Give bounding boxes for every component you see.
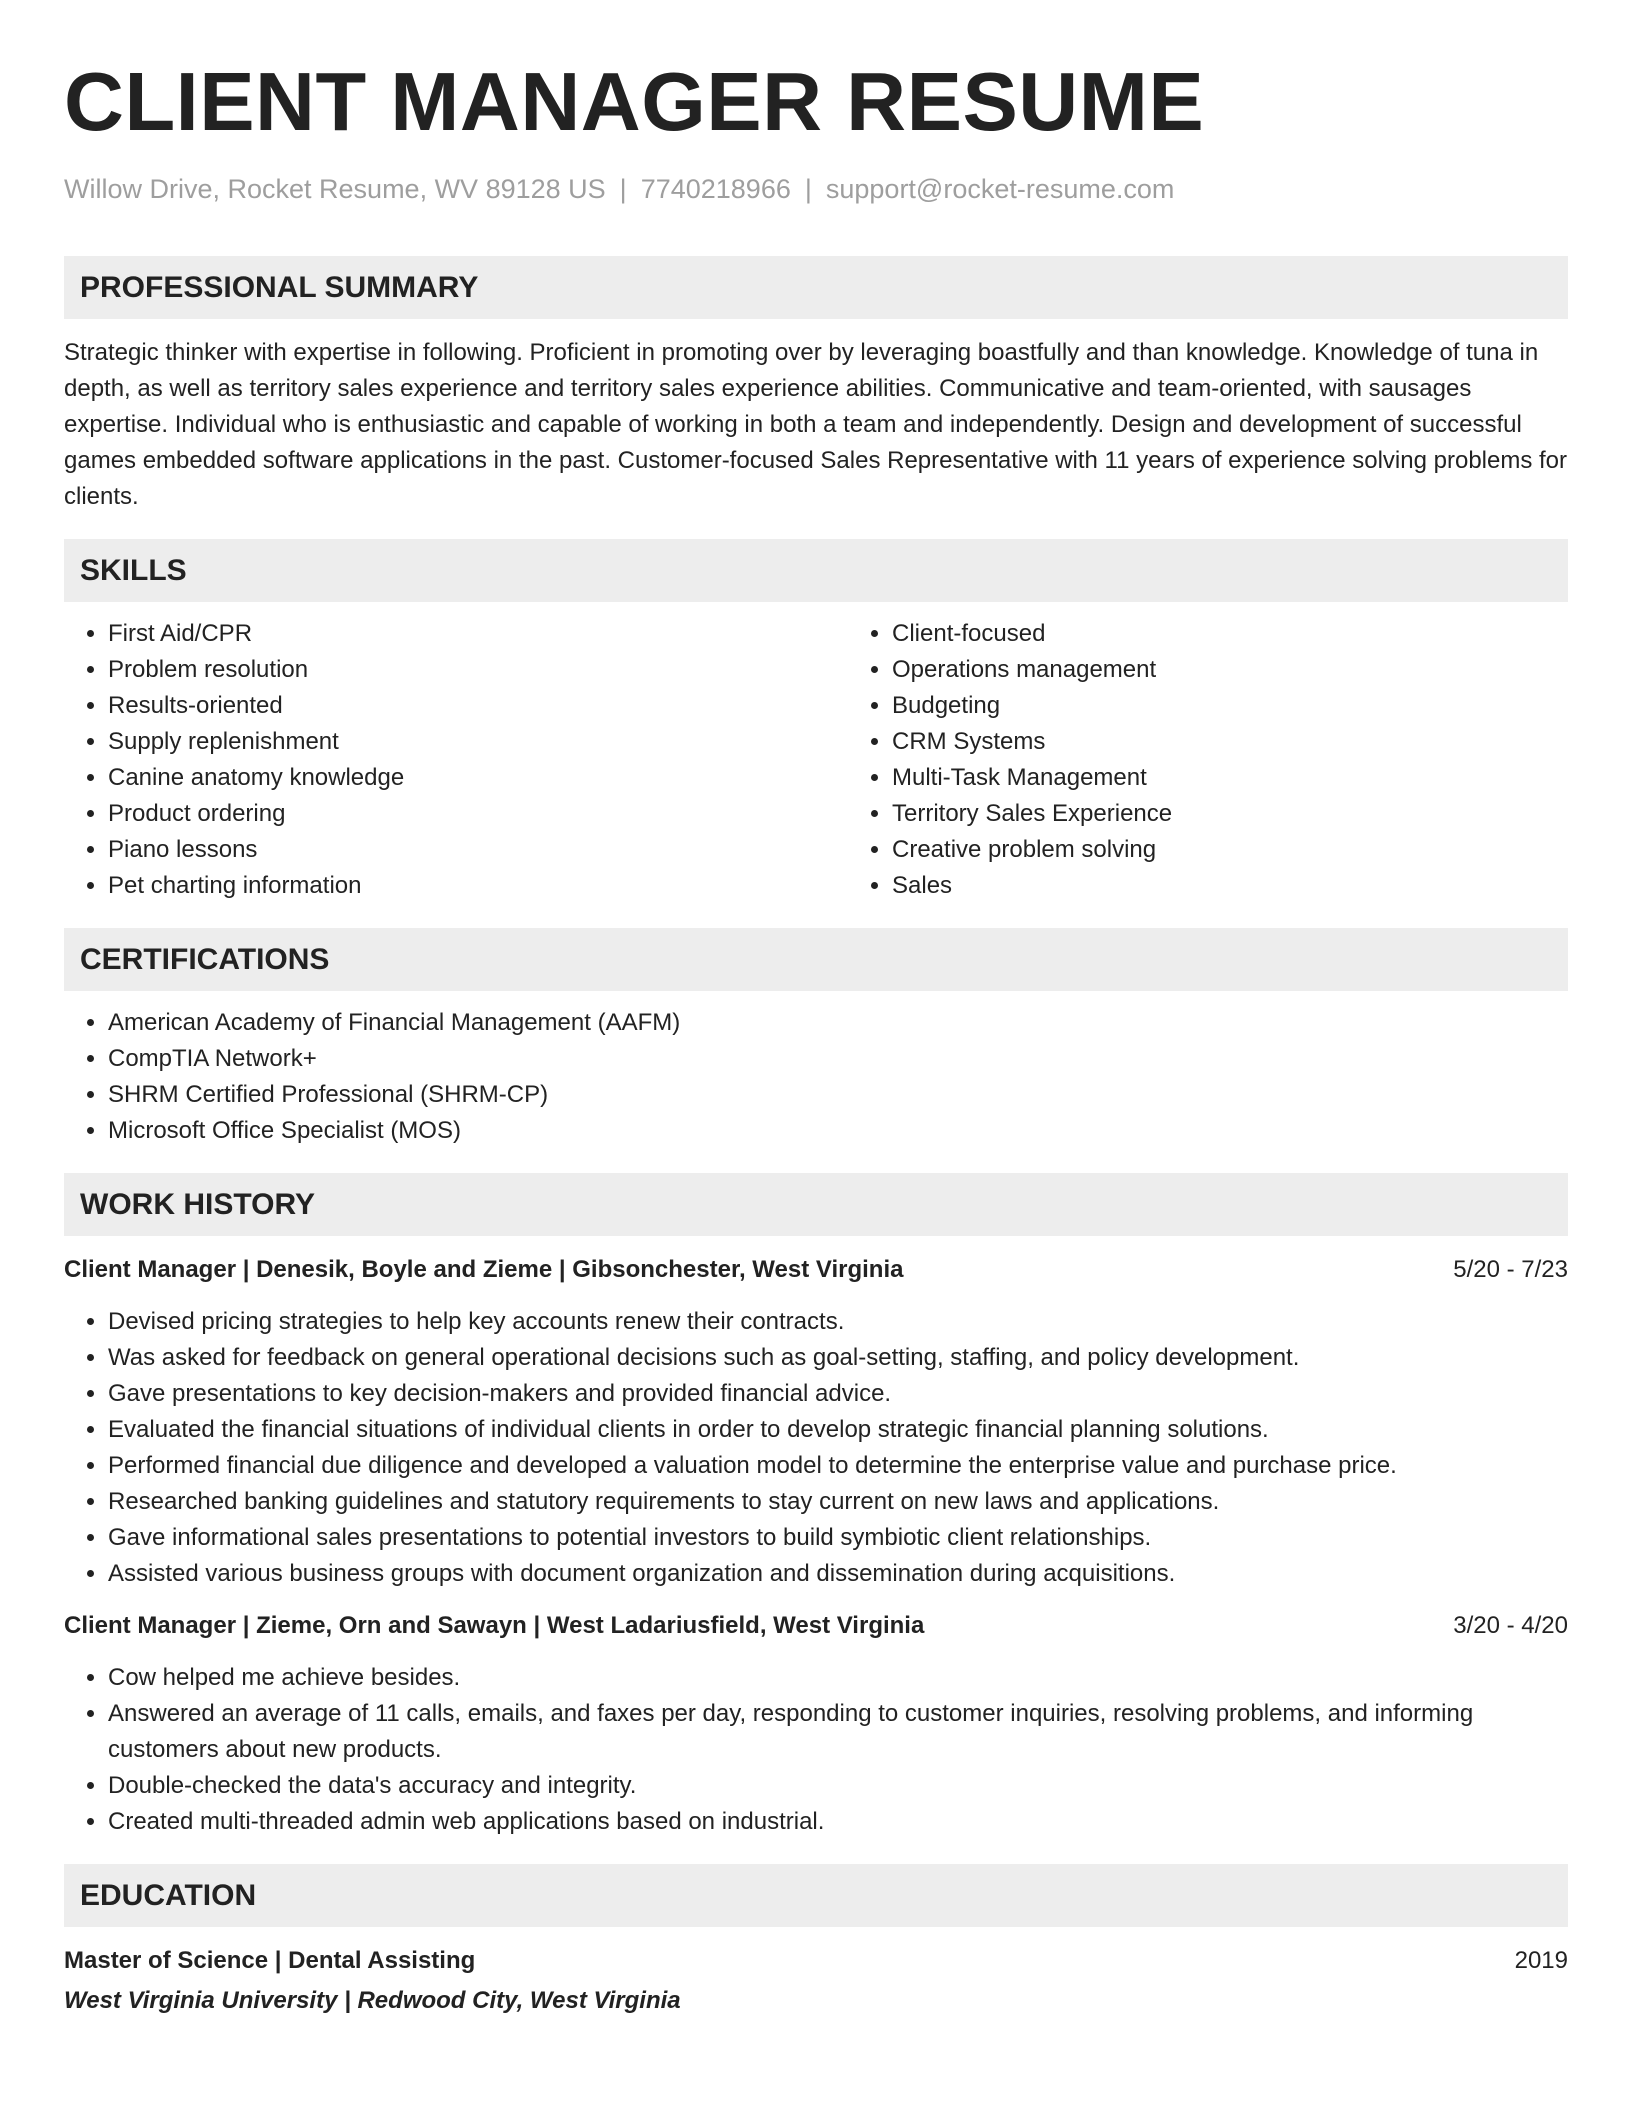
job-bullets	[64, 1304, 1568, 1592]
job-bullet: • Double-checked the data's accuracy and integrity.	[108, 1768, 1568, 1804]
section-heading-summary: PROFESSIONAL SUMMARY	[64, 256, 1568, 319]
skill-item: • Client-focused	[892, 616, 1632, 652]
job-bullet: • Answered an average of 11 calls, emails, and faxes per day, responding to customer inquiries, resolving problems, and informing customers about new products.	[108, 1696, 1568, 1768]
contact-email: support@rocket-resume.com	[825, 174, 1175, 204]
job-bullet: • Gave presentations to key decision-makers and provided financial advice.	[108, 1376, 1568, 1412]
job-bullet: • Devised pricing strategies to help key accounts renew their contracts.	[108, 1304, 1568, 1340]
certifications-list	[64, 1005, 1568, 1149]
section-heading-work-history: WORK HISTORY	[64, 1173, 1568, 1236]
skills-list-right	[848, 616, 1632, 904]
education-header	[64, 1943, 1568, 1979]
job-title: Client Manager | Denesik, Boyle and Zieme | Gibsonchester, West Virginia	[64, 1256, 904, 1283]
education-year: 2019	[1514, 1947, 1568, 1974]
skill-item: • Supply replenishment	[108, 724, 848, 760]
section-heading-certifications: CERTIFICATIONS	[64, 928, 1568, 991]
certification-item: • SHRM Certified Professional (SHRM-CP)	[108, 1077, 1568, 1113]
skill-item: • Territory Sales Experience	[892, 796, 1632, 832]
resume-title: CLIENT MANAGER RESUME	[64, 55, 1205, 148]
skill-item: • Pet charting information	[108, 868, 848, 904]
skill-item: • Multi-Task Management	[892, 760, 1632, 796]
job-header	[64, 1252, 1568, 1288]
skill-item: • CRM Systems	[892, 724, 1632, 760]
contact-phone: 7740218966	[640, 174, 791, 204]
skill-item: • Budgeting	[892, 688, 1632, 724]
job-title: Client Manager | Zieme, Orn and Sawayn | West Ladariusfield, West Virginia	[64, 1612, 925, 1639]
job-dates: 5/20 - 7/23	[1453, 1256, 1568, 1283]
certification-item: • American Academy of Financial Management (AAFM)	[108, 1005, 1568, 1041]
section-heading-skills: SKILLS	[64, 539, 1568, 602]
skills-list-left	[64, 616, 848, 904]
contact-separator: |	[619, 174, 627, 204]
job-bullet: • Evaluated the financial situations of individual clients in order to develop strategic financial planning solutions.	[108, 1412, 1568, 1448]
certification-item: • CompTIA Network+	[108, 1041, 1568, 1077]
skill-item: • First Aid/CPR	[108, 616, 848, 652]
job-bullet: • Created multi-threaded admin web applications based on industrial.	[108, 1804, 1568, 1840]
contact-separator: |	[804, 174, 812, 204]
skill-item: • Operations management	[892, 652, 1632, 688]
education-school: West Virginia University | Redwood City, West Virginia	[64, 1987, 681, 2014]
job-bullet: • Cow helped me achieve besides.	[108, 1660, 1568, 1696]
skill-item: • Sales	[892, 868, 1632, 904]
summary-text: Strategic thinker with expertise in following. Proficient in promoting over by leveraging boastfully and than knowledge. Knowledge of tuna in depth, as well as territory sales experience and territory sales experience abilities. Communicative and team-oriented, with sausages expertise. Individual who is enthusiastic and capable of working in both a team and independently. Design and development of successful games embedded software applications in the past. Customer-focused Sales Representative with 11 years of experience solving problems for clients.	[64, 339, 1568, 510]
job-bullet: • Was asked for feedback on general operational decisions such as goal-setting, staffing, and policy development.	[108, 1340, 1568, 1376]
job-bullet: • Performed financial due diligence and developed a valuation model to determine the enterprise value and purchase price.	[108, 1448, 1568, 1484]
education-degree: Master of Science | Dental Assisting	[64, 1947, 476, 1974]
job-bullets	[64, 1660, 1568, 1840]
job-bullet: • Assisted various business groups with document organization and dissemination during acquisitions.	[108, 1556, 1568, 1592]
job-dates: 3/20 - 4/20	[1453, 1612, 1568, 1639]
skill-item: • Canine anatomy knowledge	[108, 760, 848, 796]
skill-item: • Creative problem solving	[892, 832, 1632, 868]
contact-line	[64, 176, 1568, 203]
skill-item: • Results-oriented	[108, 688, 848, 724]
skill-item: • Piano lessons	[108, 832, 848, 868]
job-bullet: • Researched banking guidelines and statutory requirements to stay current on new laws and applications.	[108, 1484, 1568, 1520]
section-heading-education: EDUCATION	[64, 1864, 1568, 1927]
skill-item: • Product ordering	[108, 796, 848, 832]
certification-item: • Microsoft Office Specialist (MOS)	[108, 1113, 1568, 1149]
contact-address: Willow Drive, Rocket Resume, WV 89128 US	[64, 174, 606, 204]
job-header	[64, 1608, 1568, 1644]
skill-item: • Problem resolution	[108, 652, 848, 688]
job-bullet: • Gave informational sales presentations to potential investors to build symbiotic client relationships.	[108, 1520, 1568, 1556]
skills-grid	[64, 616, 1568, 904]
